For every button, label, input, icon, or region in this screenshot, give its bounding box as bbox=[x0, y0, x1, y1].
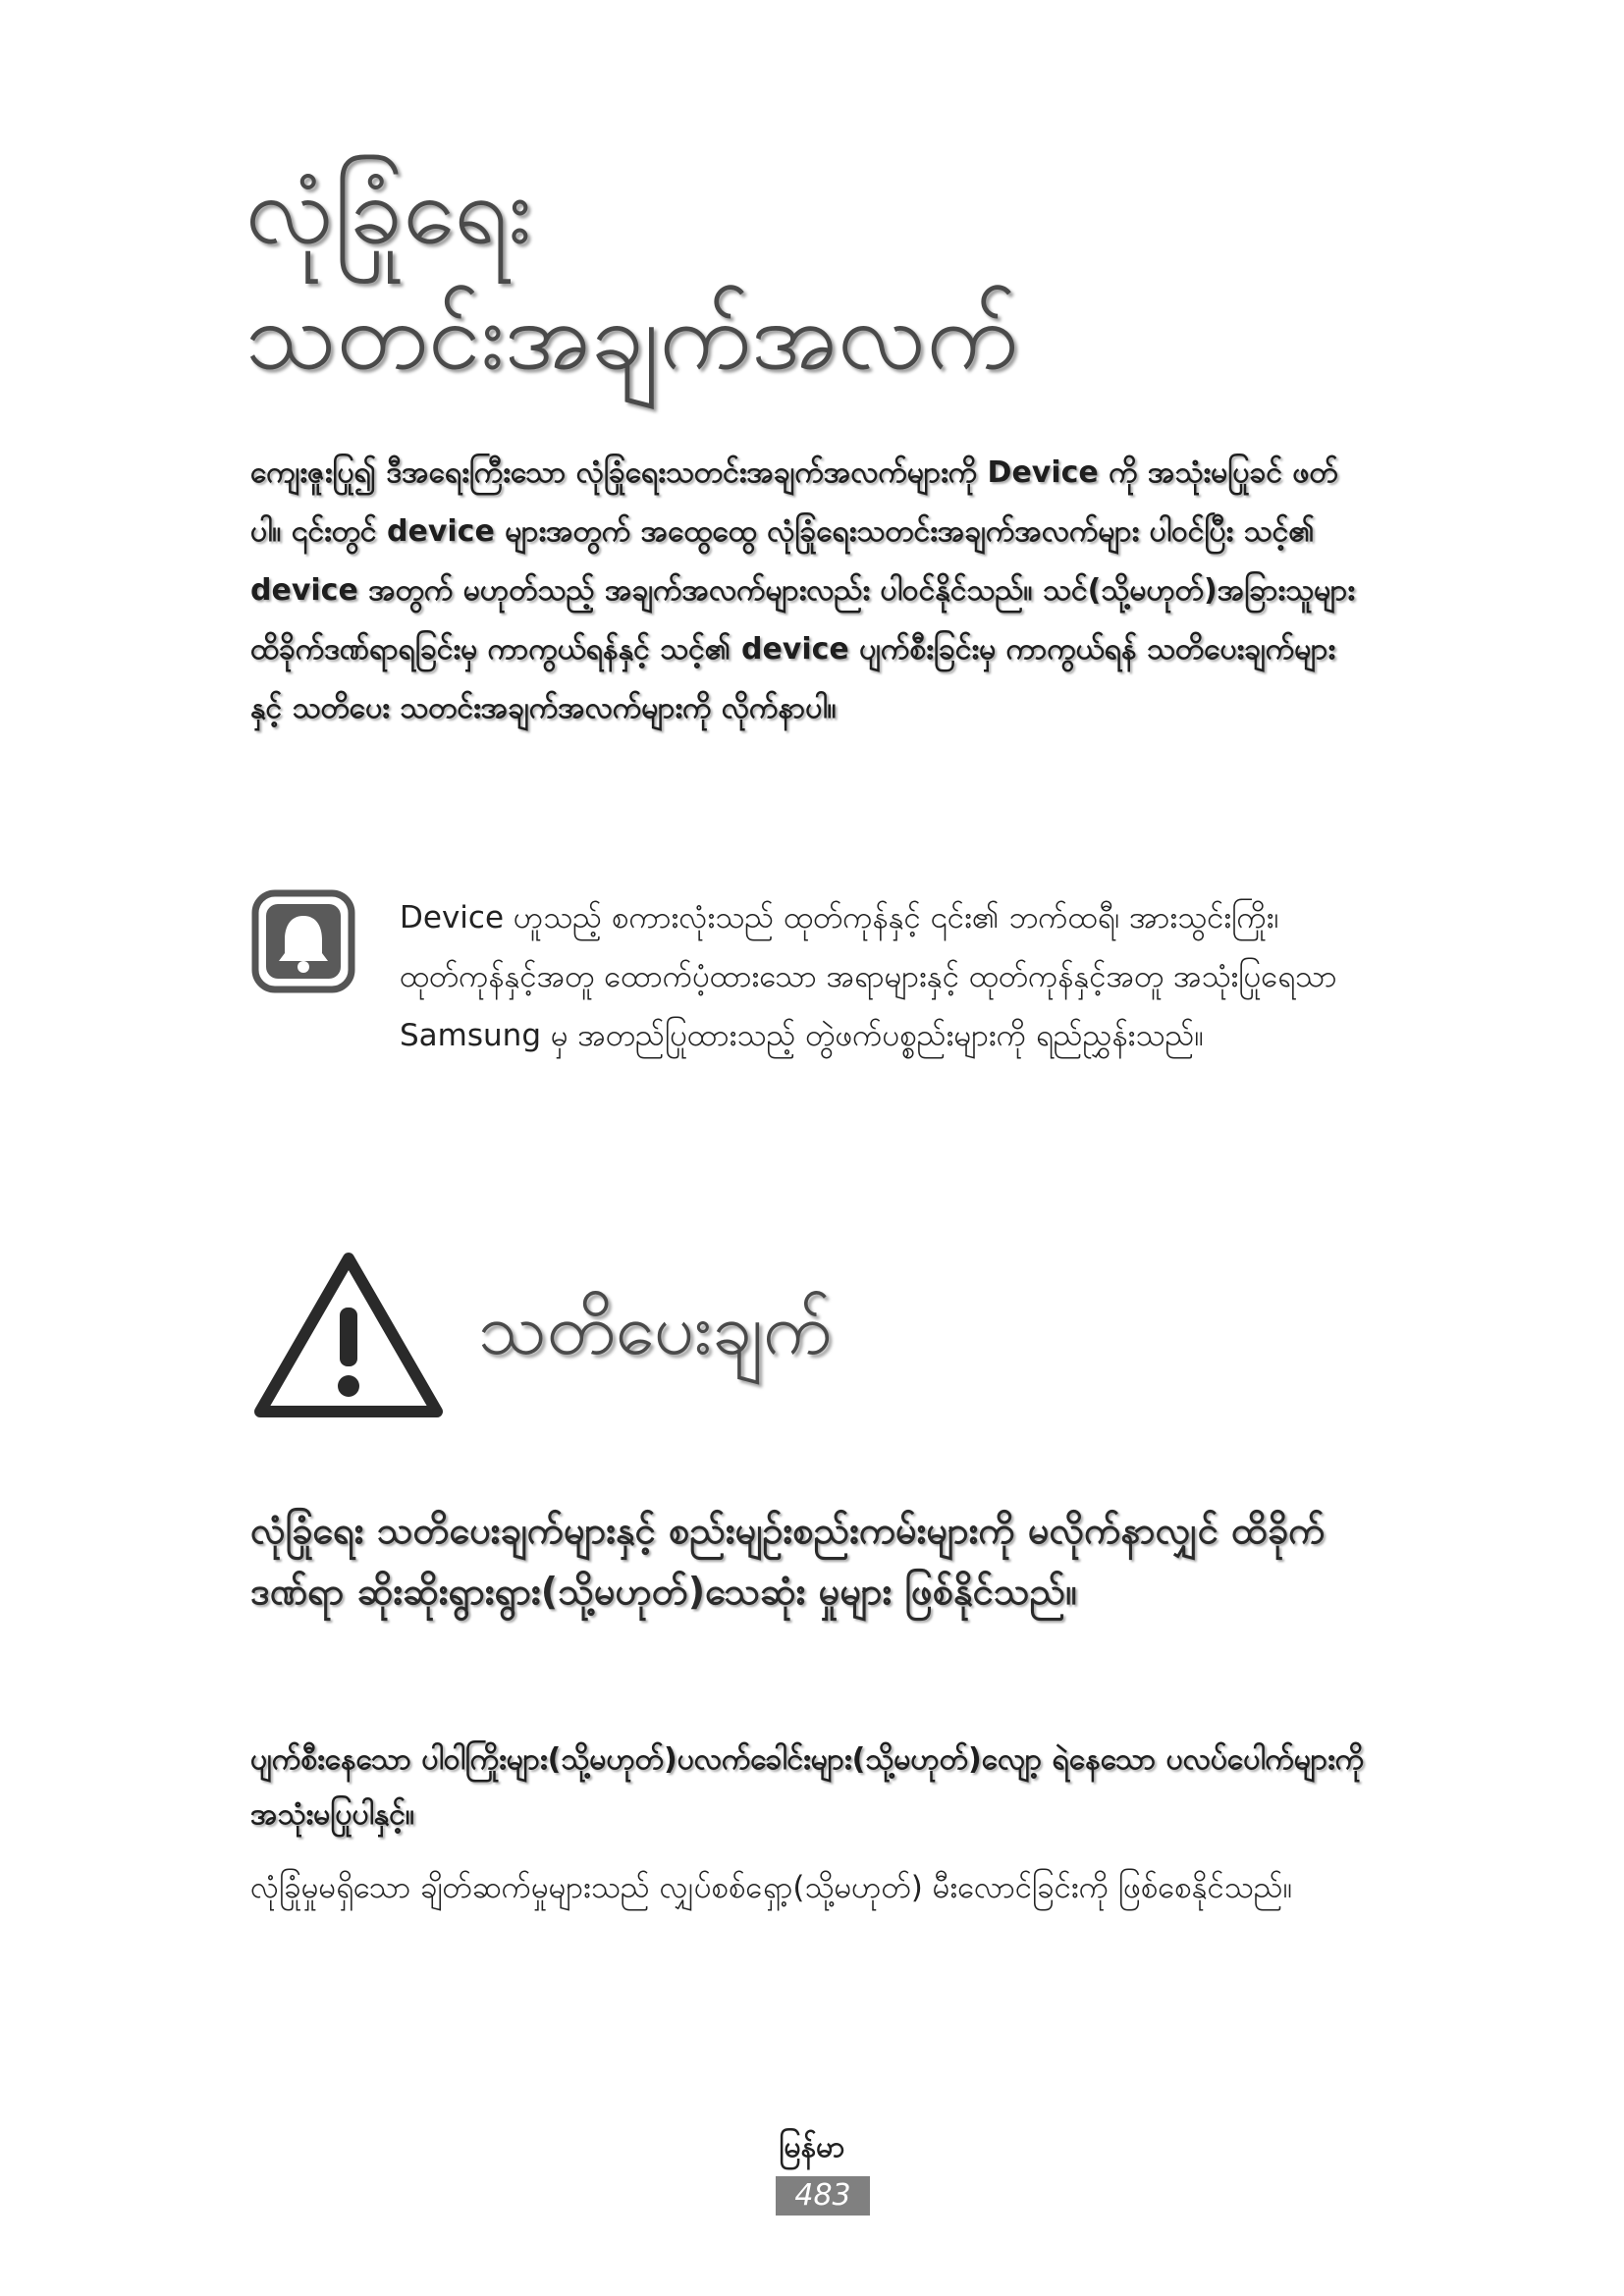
warning-title: သတိပေးချက် bbox=[478, 1288, 833, 1370]
warning-triangle-icon bbox=[250, 1247, 447, 1423]
warning-header bbox=[250, 1247, 1232, 1423]
page-title-line-1: လုံခြုံရေး bbox=[245, 155, 532, 265]
footer-language: မြန်မာ bbox=[779, 2130, 845, 2164]
intro-paragraph: ကျေးဇူးပြု၍ ဒီအရေးကြီးသော လုံခြုံရေးသတင်းအချက်အလက်များကို Device ကို အသုံးမပြုခင် ဖတ်ပါ။ ၎င်းတွင် device များအတွက် အထွေထွေ လုံခြုံရေးသတင်းအချက်အလက်များ ပါဝင်ပြီး သင့်၏ device အတွက် မဟုတ်သည့် အချက်အလက်များလည်း ပါဝင်နိုင်သည်။ သင်(သို့မဟုတ်)အခြားသူများ ထိခိုက်ဒဏ်ရာရခြင်းမှ ကာကွယ်ရန်နှင့် သင့်၏ device ပျက်စီးခြင်းမှ ကာကွယ်ရန် သတိပေးချက်များနှင့် သတိပေး သတင်းအချက်အလက်များကို လိုက်နာပါ။ bbox=[250, 455, 1355, 725]
warning-item-connections: လုံခြုံမှုမရှိသော ချိတ်ဆက်မှုများသည် လျှပ်စစ်ရှော့(သို့မဟုတ်) မီးလောင်ခြင်းကို ဖြစ်စေနိုင်သည်။ bbox=[250, 1870, 1293, 1905]
warning-lead-paragraph: လုံခြုံရေး သတိပေးချက်များနှင့် စည်းမျဉ်းစည်းကမ်းများကို မလိုက်နာလျှင် ထိခိုက်ဒဏ်ရာ ဆိုးဆိုးရွားရွား(သို့မဟုတ်)သေဆုံး မှုများ ဖြစ်နိုင်သည်။ bbox=[250, 1509, 1326, 1613]
note-text: Device ဟူသည့် စကားလုံးသည် ထုတ်ကုန်နှင့် ၎င်း၏ ဘက်ထရီ၊ အားသွင်းကြိုး၊ ထုတ်ကုန်နှင့်အတူ ထောက်ပံ့ထားသော အရာများနှင့် ထုတ်ကုန်နှင့်အတူ အသုံးပြုရေသာ Samsung မှ အတည်ပြုထားသည့် တွဲဖက်ပစ္စည်းများကို ရည်ညွှန်းသည်။ bbox=[400, 900, 1337, 1053]
page-number-badge: 483 bbox=[776, 2176, 870, 2216]
page-title-line-2: သတင်းအချက်အလက် bbox=[245, 281, 1019, 391]
bell-icon bbox=[250, 888, 356, 994]
page-title bbox=[245, 147, 1424, 399]
note-block bbox=[250, 888, 1399, 1124]
warning-item-power-cords: ပျက်စီးနေသော ပါဝါကြိုးများ(သို့မဟုတ်)ပလက်ခေါင်းများ(သို့မဟုတ်)လျော့ ရဲနေသော ပလပ်ပေါက်များကို အသုံးမပြုပါနှင့်။ bbox=[250, 1742, 1365, 1832]
